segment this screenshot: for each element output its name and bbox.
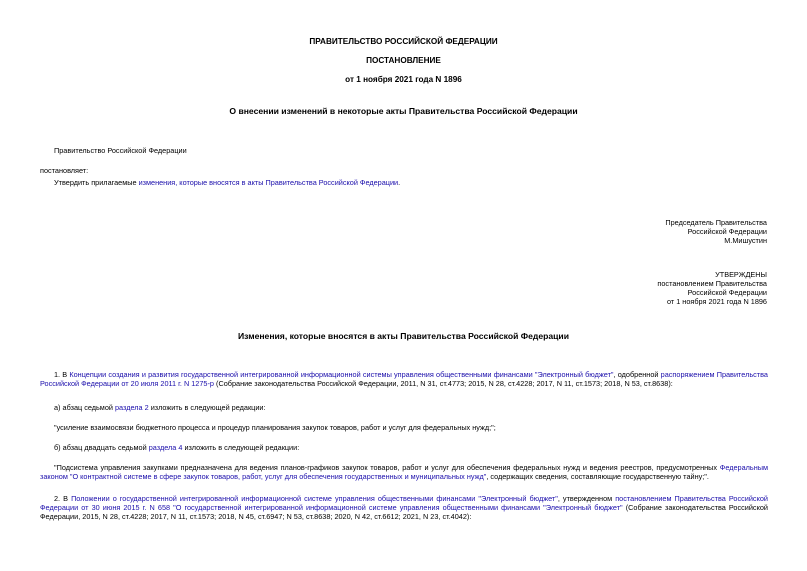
decree-1275-link[interactable]: распоряжением Правительства Российской Федерации от 20 июля 2011 г. N 1275-р — [40, 370, 768, 389]
item-1-number: 1. В — [54, 370, 70, 379]
approval-country: Российской Федерации — [687, 288, 767, 298]
item-1b-end: изложить в следующей редакции: — [182, 443, 300, 452]
regulation-link[interactable]: Положении о государственной интегрированной информационной системе управления общественными финансами "Электронный бюджет" — [71, 494, 558, 503]
changes-title: Изменения, которые вносятся в акты Правительства Российской Федерации — [237, 331, 569, 341]
approval-by: постановлением Правительства — [657, 279, 767, 289]
item-1b-text: б) абзац двадцать седьмой — [54, 443, 149, 452]
section-2-link[interactable]: раздела 2 — [115, 403, 149, 412]
approval-heading: УТВЕРЖДЕНЫ — [715, 270, 767, 279]
approval-date: от 1 ноября 2021 года N 1896 — [666, 297, 767, 307]
signature-position: Председатель Правительства — [665, 218, 767, 227]
document-title: О внесении изменений в некоторые акты Правительства Российской Федерации — [229, 106, 578, 116]
item-1-citation: (Собрание законодательства Российской Федерации, 2011, N 31, ст.4773; 2015, N 28, ст.4228; 2017, N 11, ст.1573; 2018, N 53, ст.8638): — [213, 379, 673, 389]
decree-658-link[interactable]: постановлением Правительства Российской Федерации от 30 июня 2015 г. N 658 "О государственной интегрированной информационной системе управления общественными финансами "Электронный бюджет" — [40, 494, 768, 513]
document-type: ПОСТАНОВЛЕНИЕ — [366, 56, 441, 65]
item-1b — [54, 443, 299, 452]
item-1a-quote: "усиление взаимосвязи бюджетного процесса и процедур планирования закупок товаров, работ и услуг для федеральных нужд;"; — [54, 423, 496, 432]
government-name: Правительство Российской Федерации — [54, 146, 187, 155]
decides-text: постановляет: — [40, 166, 89, 175]
item-1a — [54, 403, 266, 412]
approve-end: . — [398, 178, 401, 187]
item-2 — [40, 494, 768, 521]
item-1a-end: изложить в следующей редакции: — [148, 403, 266, 412]
federal-law-link[interactable]: Федеральным законом "О контрактной системе в сфере закупок товаров, работ, услуг для обеспечения государственных и муниципальных нужд" — [40, 463, 768, 482]
signature-block — [665, 218, 767, 245]
approve-paragraph — [54, 178, 400, 187]
item-1-text: , одобренной — [613, 370, 661, 379]
item-2-text: , утвержденном — [557, 494, 616, 503]
item-1 — [40, 370, 768, 388]
government-heading: ПРАВИТЕЛЬСТВО РОССИЙСКОЙ ФЕДЕРАЦИИ — [309, 37, 498, 46]
item-2-citation: (Собрание законодательства Российской Федерации, 2015, N 28, ст.4228; 2017, N 11, ст.1573; 2018, N 45, ст.6947; N 53, ст.8638; 2020, N 42, ст.6612; 2021, N 23, ст.4042): — [40, 503, 768, 522]
item-2-number: 2. В — [54, 494, 72, 503]
document-date-number: от 1 ноября 2021 года N 1896 — [345, 75, 462, 84]
signature-country: Российской Федерации — [687, 227, 767, 237]
item-1b-quote-end: , содержащих сведения, составляющие государственную тайну;". — [486, 472, 709, 482]
approve-text: Утвердить прилагаемые — [54, 178, 139, 187]
section-4-link[interactable]: раздела 4 — [148, 443, 183, 452]
approval-block — [657, 270, 767, 306]
concept-link[interactable]: Концепции создания и развития государственной интегрированной информационной системы управления общественными финансами "Электронный бюджет" — [69, 370, 614, 379]
item-1b-quote — [40, 463, 768, 481]
signature-name: М.Мишустин — [724, 236, 767, 246]
changes-link[interactable]: изменения, которые вносятся в акты Правительства Российской Федерации — [138, 178, 399, 187]
item-1a-text: а) абзац седьмой — [54, 403, 115, 412]
item-1b-quote-text: "Подсистема управления закупками предназначена для ведения планов-графиков закупок товаров, работ и услуг для обеспечения федеральных нужд и ведения реестров, предусмотренных — [54, 463, 720, 472]
